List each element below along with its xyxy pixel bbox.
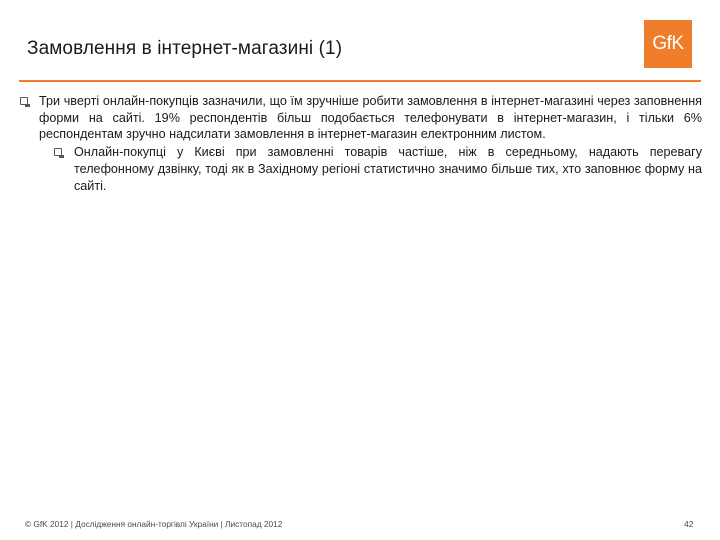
logo-text: GfK bbox=[652, 33, 684, 54]
bullet-text-1: Три чверті онлайн-покупців зазначили, що їм зручніше робити замовлення в інтернет-магазині через заповнення форми на сайті. 19% респондентів більш подобається телефонувати в інтернет-магазин, і тільки 6% респондентам зручно надсилати замовлення в інтернет-магазин електронним листом. bbox=[39, 94, 702, 142]
slide-title: Замовлення в інтернет-магазині (1) bbox=[27, 38, 343, 59]
page-number: 42 bbox=[684, 519, 694, 529]
title-divider bbox=[19, 80, 701, 82]
footer-text: © GfK 2012 | Дослідження онлайн-торгівлі України | Листопад 2012 bbox=[25, 519, 283, 529]
gfk-logo bbox=[644, 20, 692, 68]
bullet-item-1 bbox=[19, 93, 702, 143]
bullet-text-2: Онлайн-покупці у Києві при замовленні товарів частіше, ніж в середньому, надають перевагу телефонному дзвінку, тоді як в Західному регіоні статистично значимо більше тих, хто заповнює форму на сайті. bbox=[74, 145, 702, 193]
checkbox-bullet-icon bbox=[20, 97, 28, 105]
bullet-list bbox=[19, 93, 702, 194]
bullet-item-2 bbox=[19, 144, 702, 194]
checkbox-bullet-icon bbox=[54, 148, 62, 156]
